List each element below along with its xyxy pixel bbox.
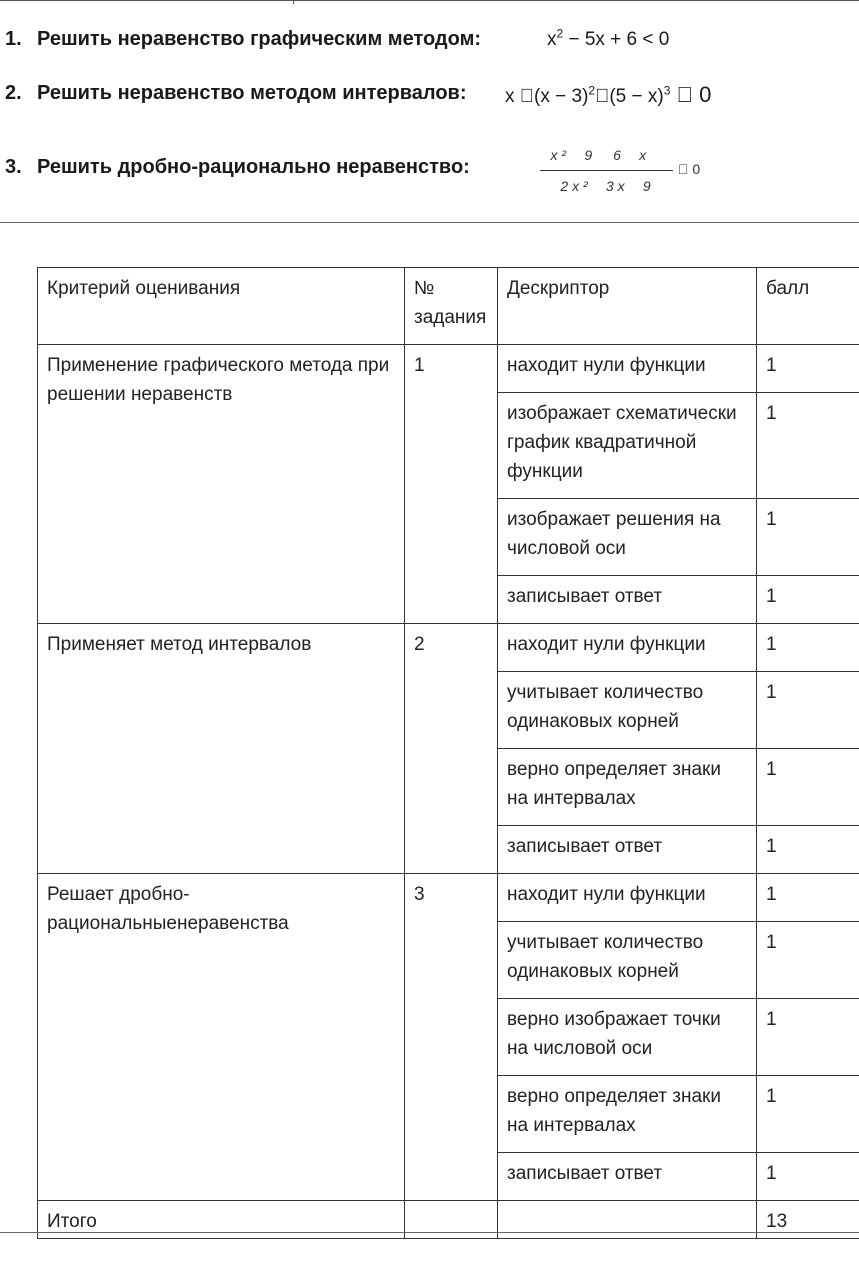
table-row	[38, 874, 859, 922]
descriptor-cell: находит нули функции	[498, 874, 757, 922]
task-1-expression: $x^2 - 5x + 6 < 0$	[547, 26, 670, 50]
score-cell: 1	[757, 499, 859, 576]
descriptor-cell: изображает решения на числовой оси	[498, 499, 757, 576]
missing-glyph:  	[595, 86, 610, 107]
descriptor-cell: находит нули функции	[498, 624, 757, 672]
descriptor-cell: верно определяет знаки на интервалах	[498, 749, 757, 826]
score-cell: 1	[757, 393, 859, 499]
score-cell: 1	[757, 1153, 859, 1201]
descriptor-cell: верно изображает точки на числовой оси	[498, 999, 757, 1076]
score-cell: 1	[757, 624, 859, 672]
descriptor-cell: записывает ответ	[498, 576, 757, 624]
task-text: Решить дробно-рационально неравенство:	[37, 156, 470, 178]
fraction-bar	[540, 170, 673, 171]
table-row	[38, 624, 859, 672]
task-text: Решить неравенство графическим методом:	[37, 28, 482, 50]
task-2-expression: x  (x − 3)$^2$ (5 − x)$^3$   0	[505, 82, 712, 107]
total-label-cell: Итого	[38, 1201, 405, 1239]
descriptor-cell: учитывает количество одинаковых корней	[498, 672, 757, 749]
criterion-cell: Решает дробно-рациональныенеравенства	[38, 874, 405, 1201]
task-1	[5, 28, 481, 51]
criterion-cell: Применение графического метода при решении неравенств	[38, 345, 405, 624]
score-cell: 1	[757, 874, 859, 922]
descriptor-cell: верно определяет знаки на интервалах	[498, 1076, 757, 1153]
score-cell: 1	[757, 576, 859, 624]
descriptor-cell: записывает ответ	[498, 826, 757, 874]
score-cell: 1	[757, 826, 859, 874]
top-border-tick	[293, 0, 294, 4]
header-task-number: № задания	[405, 268, 498, 345]
task-number: 1.	[5, 28, 22, 50]
header-descriptor: Дескриптор	[498, 268, 757, 345]
descriptor-cell: находит нули функции	[498, 345, 757, 393]
bottom-border-line	[0, 1232, 859, 1233]
task-number: 3.	[5, 156, 22, 178]
top-border-line	[0, 0, 859, 1]
score-cell: 1	[757, 345, 859, 393]
fraction-denominator:   2 x ²   3 x   9	[546, 178, 651, 194]
missing-glyph:  	[519, 86, 535, 107]
descriptor-cell: изображает схематически график квадратичной функции	[498, 393, 757, 499]
descriptor-cell: учитывает количество одинаковых корней	[498, 922, 757, 999]
table-header-row	[38, 268, 859, 345]
fraction-relation:   0	[678, 161, 701, 177]
score-cell: 1	[757, 749, 859, 826]
section-divider	[0, 222, 859, 223]
assessment-table	[37, 267, 859, 1239]
fraction-numerator:  x ²   9  6   x 	[540, 147, 657, 163]
table-row	[38, 345, 859, 393]
score-cell: 1	[757, 922, 859, 999]
task-number-cell: 3	[405, 874, 498, 1201]
task-number-cell: 1	[405, 345, 498, 624]
score-cell: 1	[757, 1076, 859, 1153]
header-score: балл	[757, 268, 859, 345]
score-cell: 1	[757, 999, 859, 1076]
task-2	[5, 82, 467, 105]
task-text: Решить неравенство методом интервалов:	[37, 82, 467, 104]
score-cell: 1	[757, 672, 859, 749]
criterion-cell: Применяет метод интервалов	[38, 624, 405, 874]
task-number-cell: 2	[405, 624, 498, 874]
task-3	[5, 156, 470, 179]
descriptor-cell: записывает ответ	[498, 1153, 757, 1201]
header-criterion: Критерий оценивания	[38, 268, 405, 345]
total-score-cell: 13	[757, 1201, 859, 1239]
task-number: 2.	[5, 82, 22, 104]
